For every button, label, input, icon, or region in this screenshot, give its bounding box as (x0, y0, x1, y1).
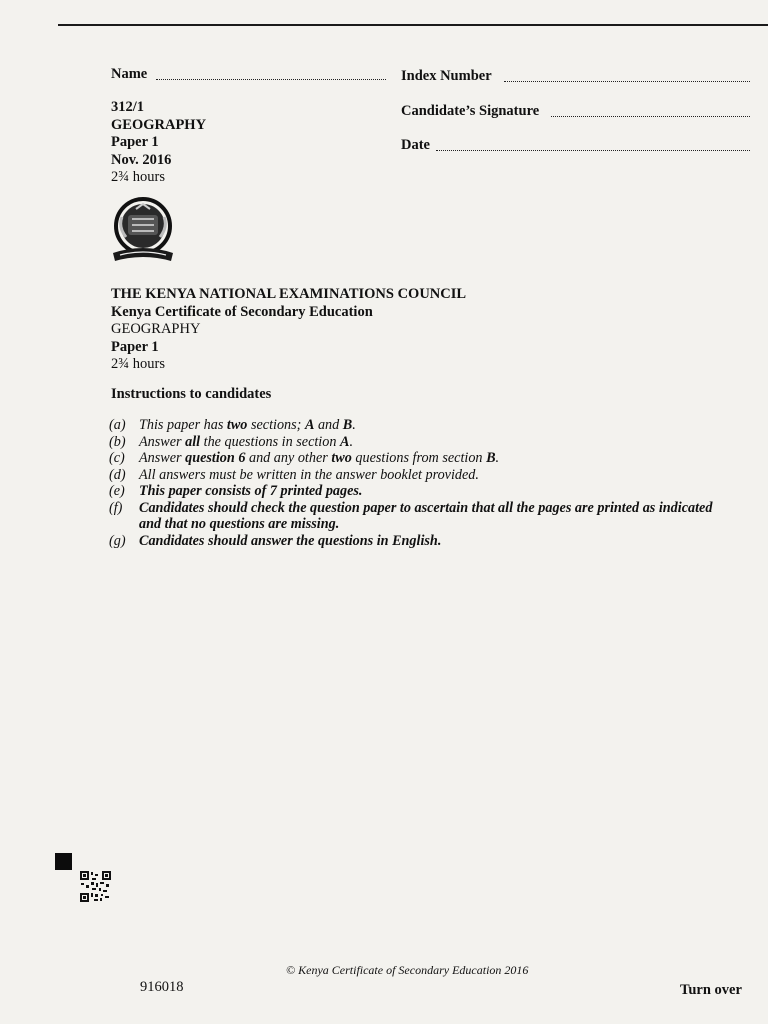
date-field[interactable] (436, 150, 750, 151)
instruction-label: (g) (109, 532, 126, 549)
instruction-text-part: and any other (245, 450, 332, 466)
kenya-coat-of-arms-icon (108, 195, 178, 267)
instruction-text-part: Candidates should check the question paper to ascertain that all the pages are printed as indicated and that no questions are missing. (139, 499, 713, 532)
instruction-text-part: B (342, 417, 353, 433)
instruction-text (139, 533, 441, 549)
instruction-text-part: the questions in section (200, 433, 340, 450)
paper-session: Nov. 2016 (111, 151, 172, 168)
instruction-text-part: This paper has (139, 417, 227, 433)
instruction-item (109, 434, 729, 451)
instruction-text-part: Answer (139, 433, 186, 450)
instruction-text-part: B (486, 450, 496, 466)
index-number-field[interactable] (504, 81, 750, 82)
date-label: Date (401, 137, 430, 153)
document-code: 916018 (140, 979, 184, 995)
instruction-item (109, 533, 729, 550)
instruction-text (139, 450, 499, 466)
instruction-item (109, 467, 729, 484)
instructions-title: Instructions to candidates (111, 386, 272, 402)
instruction-label: (d) (109, 466, 126, 483)
registration-mark (55, 853, 72, 870)
instruction-text-part: questions from section (351, 450, 487, 466)
council-duration: 2¾ hours (111, 356, 165, 372)
instruction-text-part: sections; (247, 417, 305, 433)
instructions-list (109, 417, 729, 549)
qr-code-icon (80, 871, 111, 902)
name-label: Name (111, 66, 148, 82)
name-field[interactable] (156, 79, 386, 80)
paper-duration: 2¾ hours (111, 169, 165, 185)
instruction-label: (c) (109, 450, 125, 466)
instruction-item (109, 417, 729, 434)
index-number-label: Index Number (401, 68, 492, 84)
instruction-text-part: A (339, 433, 350, 450)
instruction-text (139, 500, 712, 533)
paper-info (111, 99, 206, 187)
instruction-text (139, 483, 362, 499)
instruction-text (139, 434, 353, 450)
council-name: THE KENYA NATIONAL EXAMINATIONS COUNCIL (111, 286, 467, 302)
instruction-label: (e) (109, 483, 125, 499)
instruction-text-part: two (331, 450, 352, 466)
instruction-text-part: A (304, 417, 315, 433)
instruction-text-part: . (495, 450, 500, 466)
instruction-text-part: and (314, 417, 343, 433)
instruction-item (109, 450, 729, 467)
instruction-text-part: all (185, 433, 201, 450)
instruction-text-part: This paper consists of 7 printed pages. (139, 483, 363, 499)
instruction-label: (f) (109, 499, 123, 516)
instruction-label: (b) (109, 433, 126, 450)
instruction-label: (a) (109, 417, 126, 433)
instruction-text (139, 467, 479, 483)
instruction-item (109, 483, 729, 500)
instruction-text-part: All answers must be written in the answer booklet provided. (139, 466, 479, 483)
certificate-name: Kenya Certificate of Secondary Education (111, 303, 373, 320)
instruction-text-part: two (226, 417, 248, 433)
signature-field[interactable] (551, 116, 750, 117)
instruction-text-part: question 6 (185, 450, 246, 466)
instruction-text-part: Candidates should answer the questions in English. (139, 532, 442, 549)
copyright-notice: © Kenya Certificate of Secondary Education 2016 (286, 963, 529, 977)
instruction-text-part: . (349, 433, 353, 450)
council-block (111, 286, 466, 374)
paper-code: 312/1 (111, 99, 145, 115)
turn-over-label: Turn over (680, 982, 742, 998)
paper-subject: GEOGRAPHY (111, 116, 207, 133)
paper-number: Paper 1 (111, 134, 159, 150)
instruction-text-part: Answer (139, 450, 186, 466)
instruction-text (139, 417, 356, 433)
instruction-item (109, 500, 729, 533)
council-paper: Paper 1 (111, 338, 159, 355)
signature-label: Candidate’s Signature (401, 103, 540, 119)
top-rule (58, 24, 768, 26)
council-subject: GEOGRAPHY (111, 321, 201, 337)
instruction-text-part: . (352, 417, 356, 433)
